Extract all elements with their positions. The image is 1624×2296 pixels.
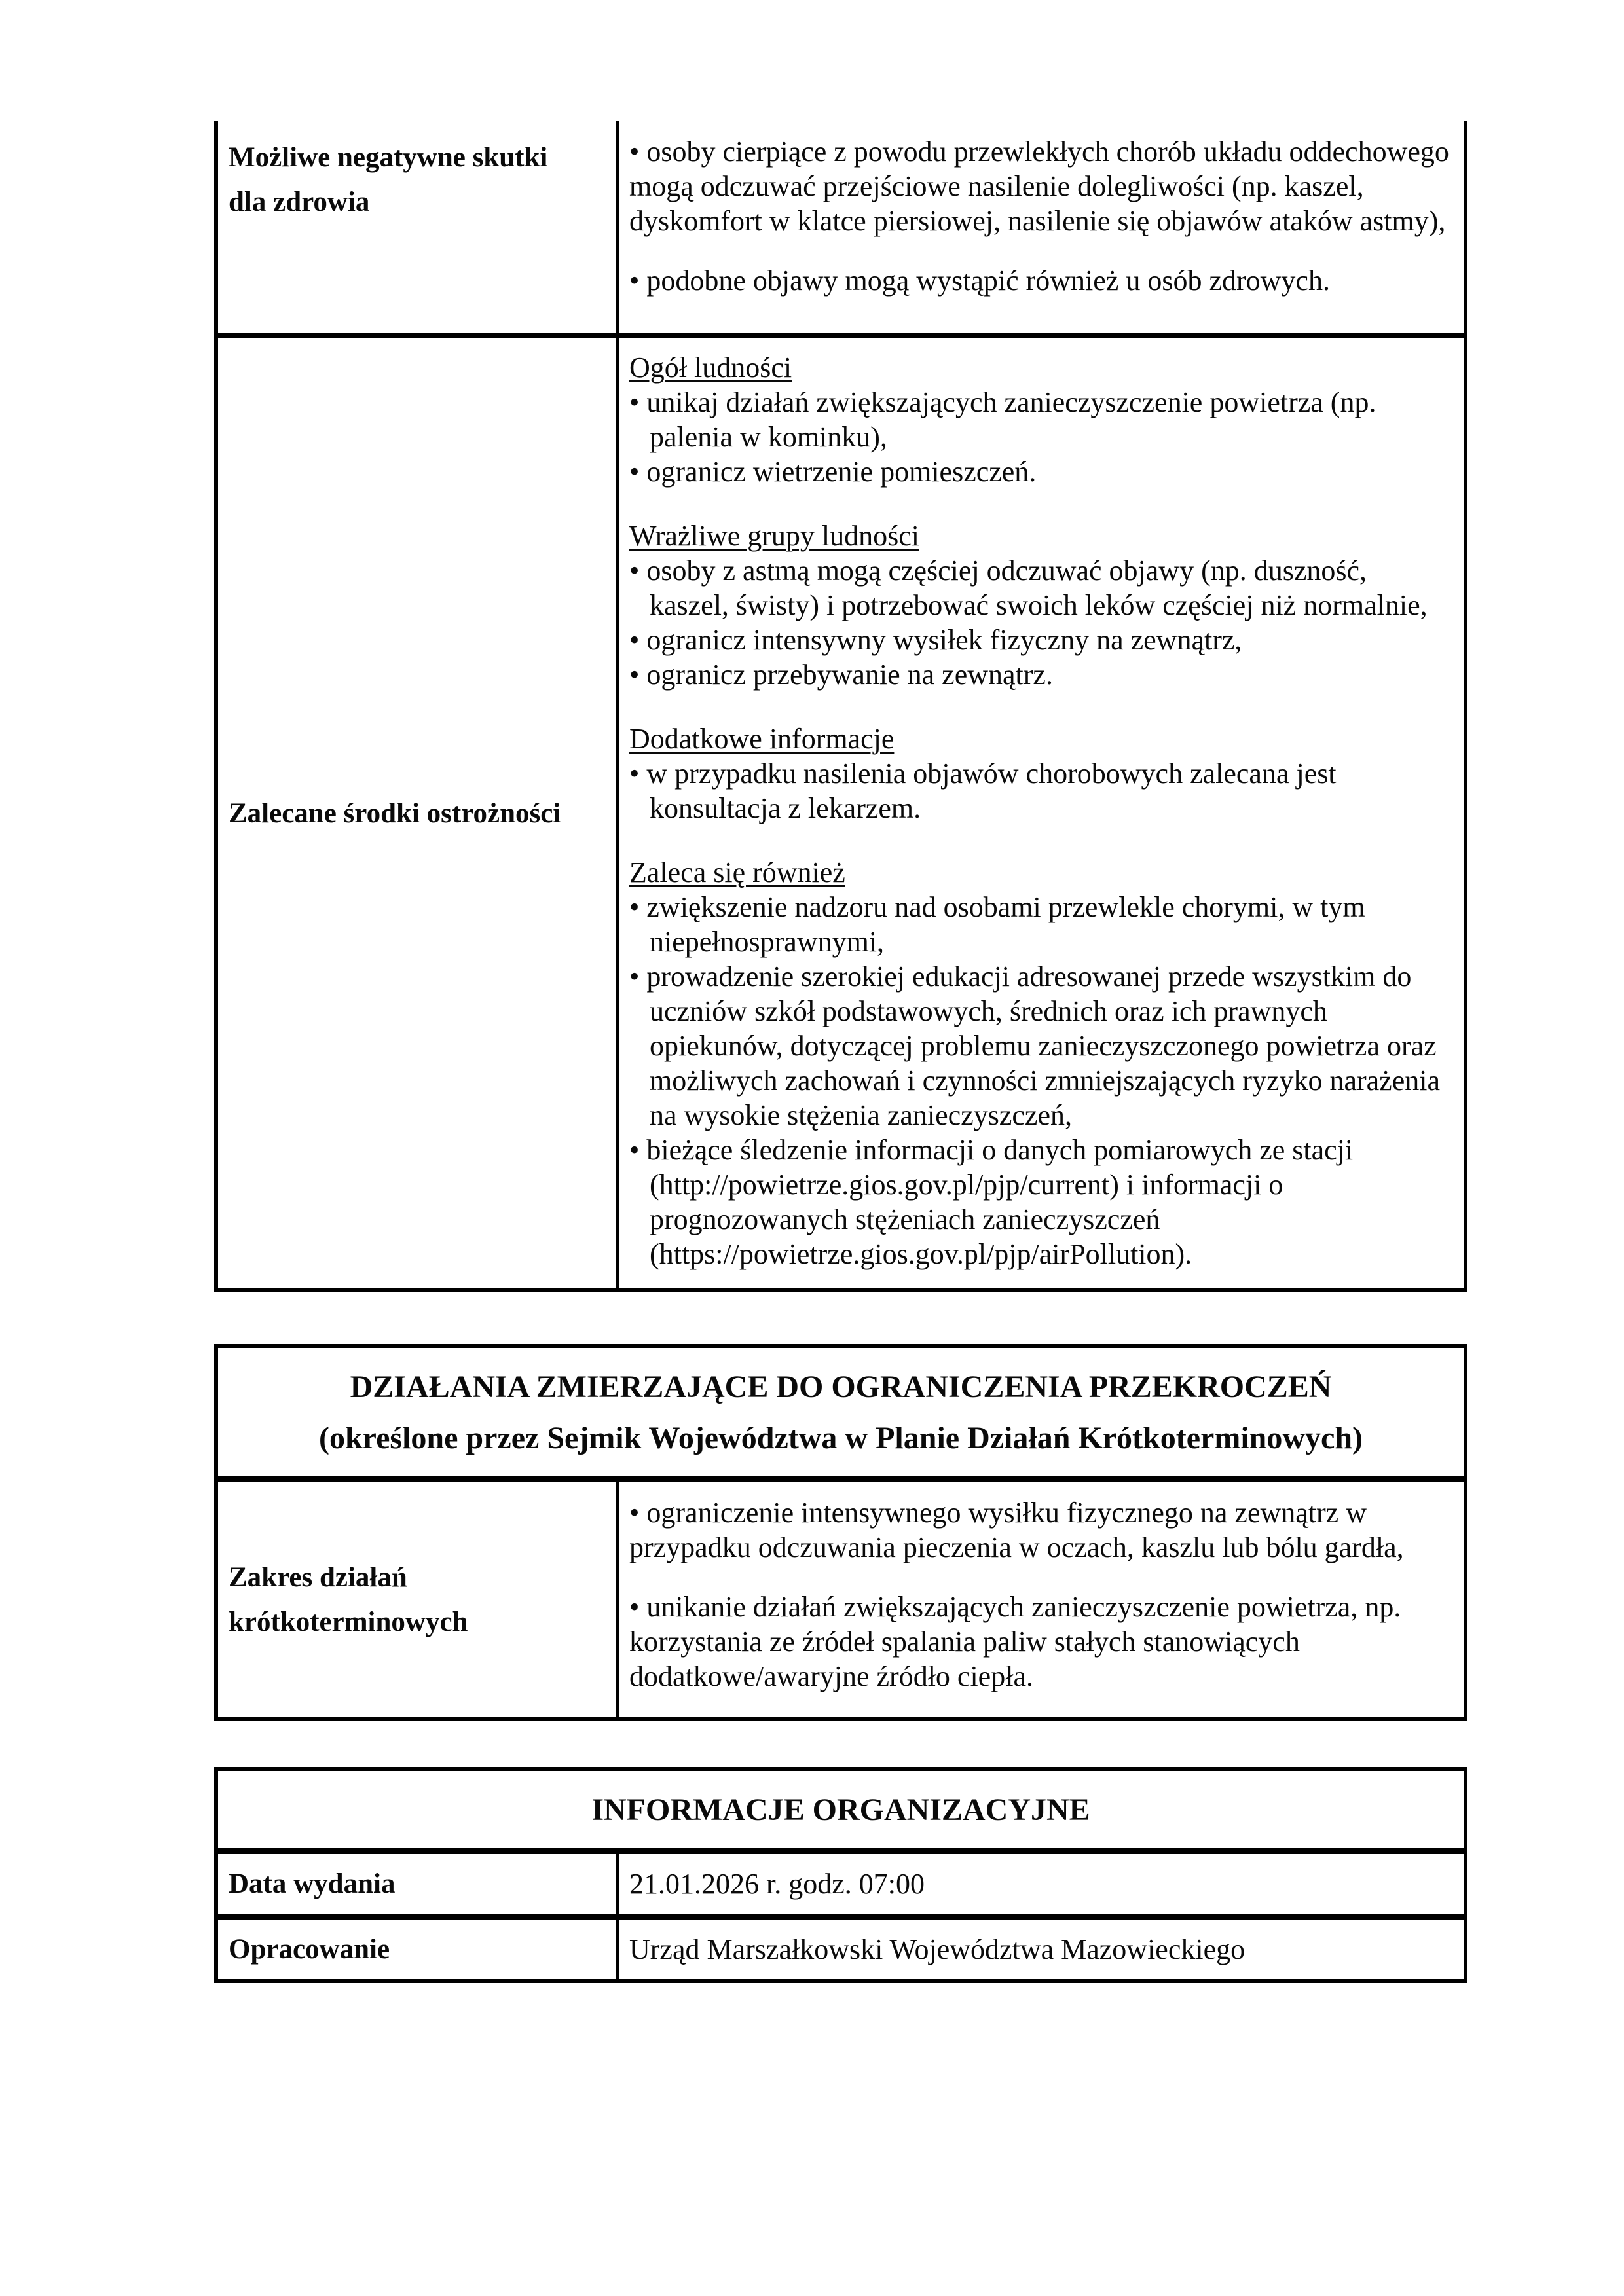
bullet-item: [629, 553, 1449, 623]
bullet-text: prowadzenie szerokiej edukacji adresowanej przede wszystkim do uczniów szkół podstawowych, średnich oraz ich prawnych opiekunów, dotyczącej problemu zanieczyszczonego powietrza oraz możliwych zachowań i czynności zmniejszających ryzyko narażenia na wysokie stężenia zanieczyszczeń,: [646, 960, 1440, 1131]
table-row-prepared-by: [218, 1914, 1464, 1979]
section-also-recommended: [629, 855, 1449, 1271]
table-title-line2: (określone przez Sejmik Województwa w Planie Działań Krótkoterminowych): [318, 1421, 1363, 1455]
table-title: [218, 1348, 1464, 1476]
bullet-item: [629, 623, 1449, 657]
row-label-text: Możliwe negatywne skutki dla zdrowia: [229, 142, 548, 217]
bullet-text: podobne objawy mogą wystąpić również u osób zdrowych.: [646, 264, 1330, 297]
row-value-issue-date: [619, 1854, 1464, 1914]
bullet-text: ogranicz przebywanie na zewnątrz.: [646, 659, 1053, 691]
bullet-icon: •: [629, 264, 640, 297]
row-content-precautions: [619, 338, 1464, 1288]
row-label-text: Zalecane środki ostrożności: [229, 797, 561, 829]
bullet-text: unikaj działań zwiększających zanieczyszczenie powietrza (np. palenia w kominku),: [646, 386, 1376, 453]
table-row-precautions: [218, 333, 1464, 1288]
organizational-info-table: [214, 1767, 1467, 1983]
section-sensitive-groups: [629, 519, 1449, 692]
row-content-actions-scope: [619, 1482, 1464, 1717]
table-row-issue-date: [218, 1848, 1464, 1914]
bullet-icon: •: [629, 136, 640, 168]
bullet-icon: •: [629, 386, 640, 418]
table-title-line1: DZIAŁANIA ZMIERZAJĄCE DO OGRANICZENIA PRZEKROCZEŃ: [350, 1370, 1332, 1404]
table-title: INFORMACJE ORGANIZACYJNE: [591, 1793, 1090, 1827]
bullet-item: [629, 1495, 1449, 1565]
table-row-health-effects: [218, 121, 1464, 333]
row-label-issue-date: [218, 1854, 619, 1914]
bullet-item: [629, 959, 1449, 1133]
section-heading: Wrażliwe grupy ludności: [629, 520, 919, 552]
section-additional-info: [629, 721, 1449, 826]
bullet-item: [629, 134, 1449, 238]
section-heading: Ogół ludności: [629, 352, 792, 384]
bullet-item: [629, 385, 1449, 454]
bullet-icon: •: [629, 555, 640, 587]
section-general-population: [629, 350, 1449, 489]
bullet-item: [629, 454, 1449, 489]
bullet-icon: •: [629, 1591, 640, 1623]
health-impact-table: [214, 121, 1467, 1292]
short-term-actions-table: [214, 1344, 1467, 1721]
row-label-prepared-by: [218, 1920, 619, 1979]
bullet-item: [629, 890, 1449, 959]
bullet-icon: •: [629, 659, 640, 691]
bullet-text: osoby z astmą mogą częściej odczuwać objawy (np. duszność, kaszel, świsty) i potrzebować swoich leków częściej niż normalnie,: [646, 555, 1428, 621]
bullet-text: w przypadku nasilenia objawów chorobowych zalecana jest konsultacja z lekarzem.: [646, 757, 1337, 824]
bullet-icon: •: [629, 960, 640, 993]
issue-date-value: 21.01.2026 r. godz. 07:00: [629, 1868, 925, 1900]
table-header-organizational: [218, 1771, 1464, 1848]
bullet-item: [629, 756, 1449, 826]
section-heading: Dodatkowe informacje: [629, 723, 895, 755]
bullet-text: zwiększenie nadzoru nad osobami przewlekle chorymi, w tym niepełnosprawnymi,: [646, 891, 1365, 958]
bullet-text: ograniczenie intensywnego wysiłku fizycznego na zewnątrz w przypadku odczuwania pieczenia w oczach, kaszlu lub bólu gardła,: [629, 1497, 1404, 1563]
bullet-icon: •: [629, 456, 640, 488]
section-heading: Zaleca się również: [629, 856, 845, 888]
row-label-health-effects: [218, 121, 619, 333]
prepared-by-value: Urząd Marszałkowski Województwa Mazowieckiego: [629, 1933, 1246, 1965]
row-label-text: Data wydania: [229, 1868, 396, 1899]
bullet-item: [629, 1133, 1449, 1271]
bullet-text: osoby cierpiące z powodu przewlekłych chorób układu oddechowego mogą odczuwać przejściowe nasilenie dolegliwości (np. kaszel, dyskomfort w klatce piersiowej, nasilenie się objawów ataków astmy),: [629, 136, 1449, 237]
table-header-actions: [218, 1348, 1464, 1476]
bullet-icon: •: [629, 624, 640, 656]
row-label-text: Zakres działań krótkoterminowych: [229, 1561, 468, 1637]
bullet-item: [629, 1590, 1449, 1694]
row-label-precautions: [218, 338, 619, 1288]
row-value-prepared-by: [619, 1920, 1464, 1979]
bullet-icon: •: [629, 1497, 640, 1529]
bullet-icon: •: [629, 891, 640, 923]
row-content-health-effects: [619, 121, 1464, 333]
bullet-text: bieżące śledzenie informacji o danych pomiarowych ze stacji (http://powietrze.gios.gov.pl/pjp/current) i informacji o prognozowanych stężeniach zanieczyszczeń (https://powietrze.gios.gov.pl/pjp/airPollution).: [646, 1134, 1354, 1270]
row-label-actions-scope: [218, 1482, 619, 1717]
bullet-icon: •: [629, 1134, 640, 1166]
bullet-icon: •: [629, 757, 640, 790]
bullet-item: [629, 263, 1449, 298]
bullet-text: ogranicz wietrzenie pomieszczeń.: [646, 456, 1037, 488]
bullet-text: unikanie działań zwiększających zanieczyszczenie powietrza, np. korzystania ze źródeł spalania paliw stałych stanowiących dodatkowe/awaryjne źródło ciepła.: [629, 1591, 1401, 1692]
bullet-text: ogranicz intensywny wysiłek fizyczny na zewnątrz,: [646, 624, 1242, 656]
bullet-item: [629, 657, 1449, 692]
table-row-actions-scope: [218, 1476, 1464, 1717]
row-label-text: Opracowanie: [229, 1933, 390, 1965]
